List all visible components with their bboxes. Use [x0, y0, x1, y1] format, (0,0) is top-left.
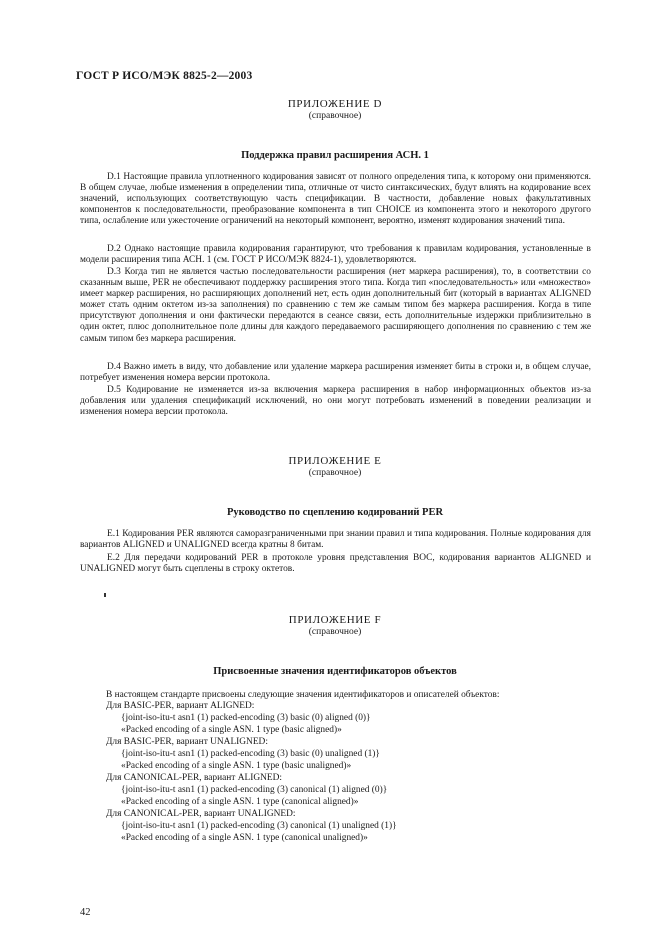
document-header: ГОСТ Р ИСО/МЭК 8825-2—2003	[76, 70, 253, 82]
oid-value: {joint-iso-itu-t asn1 (1) packed-encoding (3) basic (0) aligned (0)}	[121, 713, 371, 723]
appendix-d-heading: Поддержка правил расширения АСН. 1	[241, 150, 429, 161]
stray-mark	[104, 593, 106, 597]
appendix-f-subtitle: (справочное)	[308, 627, 362, 637]
oid-value: {joint-iso-itu-t asn1 (1) packed-encoding (3) canonical (1) aligned (0)}	[121, 785, 388, 795]
oid-descriptor: «Packed encoding of a single ASN. 1 type (canonical unaligned)»	[121, 833, 368, 843]
appendix-f-title: ПРИЛОЖЕНИЕ F	[288, 614, 382, 626]
oid-descriptor: «Packed encoding of a single ASN. 1 type (canonical aligned)»	[121, 797, 359, 807]
appendix-f-intro: В настоящем стандарте присвоены следующие значения идентификаторов и описателей объектов:	[106, 690, 500, 700]
oid-value: {joint-iso-itu-t asn1 (1) packed-encoding (3) basic (0) unaligned (1)}	[121, 749, 380, 759]
appendix-d-title: ПРИЛОЖЕНИЕ D	[287, 98, 383, 110]
appendix-e-heading: Руководство по сцеплению кодирований PER	[226, 507, 444, 518]
oid-descriptor: «Packed encoding of a single ASN. 1 type (basic aligned)»	[121, 725, 342, 735]
paragraph-e2: E.2 Для передачи кодирований PER в протоколе уровня представления ВОС, кодирования вариантов ALIGNED и UNALIGNED могут быть сцеплены в строку октетов.	[80, 553, 591, 575]
oid-entry-label: Для BASIC-PER, вариант UNALIGNED:	[106, 737, 268, 747]
appendix-e-title: ПРИЛОЖЕНИЕ E	[288, 455, 382, 467]
oid-entry-label: Для CANONICAL-PER, вариант UNALIGNED:	[106, 809, 296, 819]
paragraph-d3: D.3 Когда тип не является частью последовательности расширения (нет маркера расширения), то, в соответствии со сказанным выше, PER не обеспечивают поддержку расширения этого типа. Когда тип «последовательность» или «множество» имеет маркер расширения, но расширяющих дополнений нет, есть один дополнительный бит (который в вариантах ALIGNED может стать одним октетом из-за заполнения) по сравнению с тем же самым типом без маркера расширения. Когда в типе присутствуют дополнения и они фактически передаются в сеансе связи, есть дополнительные издержки приблизительно в один октет, плюс дополнительное поле длины для каждого передаваемого расширяющего дополнения по сравнению с тем же самым типом без маркера расширения.	[80, 267, 591, 344]
paragraph-e1: E.1 Кодирования PER являются саморазграниченными при знании правил и типа кодирования. Полные кодирования для вариантов ALIGNED и UNALIGNED всегда кратны 8 битам.	[80, 529, 591, 551]
oid-value: {joint-iso-itu-t asn1 (1) packed-encoding (3) canonical (1) unaligned (1)}	[121, 821, 397, 831]
appendix-e-subtitle: (справочное)	[308, 468, 362, 478]
oid-entry-label: Для CANONICAL-PER, вариант ALIGNED:	[106, 773, 282, 783]
paragraph-d2: D.2 Однако настоящие правила кодирования гарантируют, что требования к правилам кодирования, установленные в модели расширения типа АСН. 1 (см. ГОСТ Р ИСО/МЭК 8824-1), удовлетворяются.	[80, 244, 591, 266]
paragraph-d5: D.5 Кодирование не изменяется из-за включения маркера расширения в набор информационных объектов из-за добавления или удаления спецификаций исключений, но они могут потребовать изменений в поведении реализации и изменения номера версии протокола.	[80, 385, 591, 418]
paragraph-d1: D.1 Настоящие правила уплотненного кодирования зависят от полного определения типа, к которому они применяются. В общем случае, любые изменения в определении типа, отличные от чисто синтаксических, будут влиять на кодирование всех значений, использующих соответствующую часть спецификации. В частности, добавление новых факультативных компонентов к последовательности, преобразование компонента в тип CHOICE из компонента этого и некоторого другого типа, ослабление или ужесточение ограничений на некоторый компонент, вероятно, изменят кодирования значений типа.	[80, 172, 591, 227]
oid-entry-label: Для BASIC-PER, вариант ALIGNED:	[106, 701, 255, 711]
oid-descriptor: «Packed encoding of a single ASN. 1 type (basic unaligned)»	[121, 761, 352, 771]
paragraph-d4: D.4 Важно иметь в виду, что добавление или удаление маркера расширения изменяет биты в строки и, в общем случае, потребует изменения номера версии протокола.	[80, 362, 591, 384]
page-number: 42	[80, 907, 91, 918]
appendix-f-heading: Присвоенные значения идентификаторов объектов	[213, 666, 457, 677]
appendix-d-subtitle: (справочное)	[308, 111, 362, 121]
